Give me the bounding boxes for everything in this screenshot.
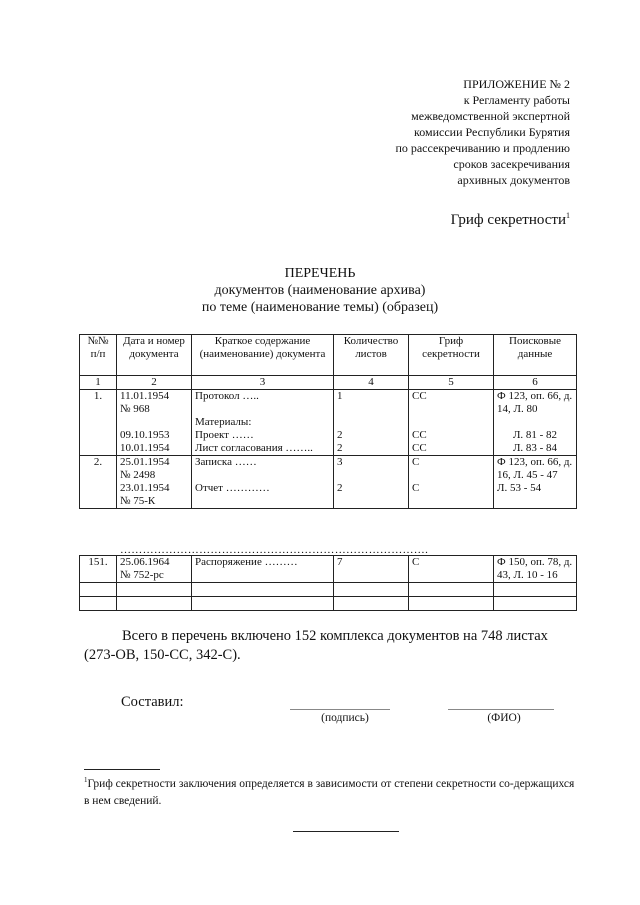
search-data: Л. 53 - 54 [494,482,577,509]
date: 23.01.1954 [120,482,170,494]
doc-number: № 752-рс [120,569,164,581]
search-data: Ф 123, оп. 66, д. 14, Л. 80 [494,390,577,417]
secrecy-grif: С [409,456,494,483]
date: 25.01.1954 [120,456,170,468]
name-label: (ФИО) [487,712,521,724]
footnote-mark: 1 [84,776,88,784]
doc-content: Проект …… [192,429,334,442]
sheets-count: 3 [334,456,409,483]
secrecy-grif: СС [409,442,494,456]
secrecy-grif: С [409,482,494,509]
row-number: 2. [80,456,117,483]
header-cell: Гриф секретности [409,335,494,376]
title-line: по теме (наименование темы) (образец) [201,300,439,315]
doc-date: 09.10.1953 [117,429,192,442]
col-number: 3 [192,376,334,390]
secrecy-stamp [451,211,570,229]
search-data: Ф 150, оп. 78, д. 43, Л. 10 - 16 [494,556,577,583]
total-summary: Всего в перечень включено 152 комплекса документов на 748 листах (273-ОВ, 150-СС, 342-С). [84,628,548,663]
bottom-divider [293,831,399,832]
doc-date [117,556,192,583]
header-cell: Количество листов [334,335,409,376]
appendix-line: ПРИЛОЖЕНИЕ № 2 [463,77,570,91]
doc-content: Протокол ….. [192,390,334,417]
col-number: 6 [494,376,577,390]
table-header-row [80,335,577,376]
signature-label: (подпись) [321,712,369,724]
appendix-line: к Регламенту работы [463,93,570,107]
doc-number: № 2498 [120,469,156,481]
table-row [80,482,577,509]
table-row-empty [80,583,577,597]
header-cell: №№ п/п [80,335,117,376]
appendix-line: по рассекречиванию и продлению [395,141,570,155]
signature-line [290,709,390,710]
doc-content-group: Материалы: [192,416,334,429]
secrecy-grif: СС [409,429,494,442]
appendix-line: межведомственной экспертной [411,109,570,123]
doc-number: № 75-К [120,495,156,507]
col-number: 2 [117,376,192,390]
doc-content: Лист согласования …….. [192,442,334,456]
column-numbers-row [80,376,577,390]
table-row [80,429,577,442]
footnote [84,772,576,810]
table-row-empty [80,597,577,611]
header-cell: Дата и номер документа [117,335,192,376]
doc-content: Отчет ………… [192,482,334,509]
sheets-count: 2 [334,482,409,509]
table-row [80,390,577,417]
appendix-line: сроков засекречивания [453,157,570,171]
search-data: Л. 81 - 82 [494,429,577,442]
table-row [80,556,577,583]
name-line [448,709,554,710]
title-line: документов (наименование архива) [214,283,426,298]
appendix-line: архивных документов [457,173,570,187]
composed-by-label: Составил: [121,694,184,710]
search-data: Ф 123, оп. 66, д. 16, Л. 45 - 47 [494,456,577,483]
row-number: 1. [80,390,117,417]
sheets-count: 2 [334,442,409,456]
doc-date [117,482,192,509]
col-number: 4 [334,376,409,390]
appendix-line: комиссии Республики Бурятия [414,125,570,139]
row-number: 151. [80,556,117,583]
doc-number: № 968 [120,403,150,415]
appendix-header [395,76,570,188]
sheets-count: 1 [334,390,409,417]
col-number: 5 [409,376,494,390]
footnote-text: Гриф секретности заключения определяется в зависимости от степени секретности со-держащихся в нем сведений. [84,777,575,807]
table-ellipsis: ………………………………………………………………………. [120,544,429,556]
table-row [80,442,577,456]
secrecy-grif: СС [409,390,494,417]
table-row [80,416,577,429]
date: 25.06.1964 [120,556,170,568]
table-row [80,456,577,483]
doc-date [117,390,192,417]
secrecy-stamp-label: Гриф секретности [450,212,566,228]
documents-table-continued [79,555,577,611]
col-number: 1 [80,376,117,390]
header-cell: Поисковые данные [494,335,577,376]
title-line: ПЕРЕЧЕНЬ [284,266,356,281]
sheets-count: 2 [334,429,409,442]
doc-date [117,456,192,483]
search-data: Л. 83 - 84 [494,442,577,456]
footnote-mark: 1 [566,211,570,220]
document-title [0,265,640,316]
secrecy-grif: С [409,556,494,583]
footnote-divider [84,769,160,770]
documents-table [79,334,577,509]
doc-content: Распоряжение ……… [192,556,334,583]
doc-date: 10.01.1954 [117,442,192,456]
doc-content: Записка …… [192,456,334,483]
header-cell: Краткое содержание (наименование) документа [192,335,334,376]
date: 11.01.1954 [120,390,170,402]
sheets-count: 7 [334,556,409,583]
